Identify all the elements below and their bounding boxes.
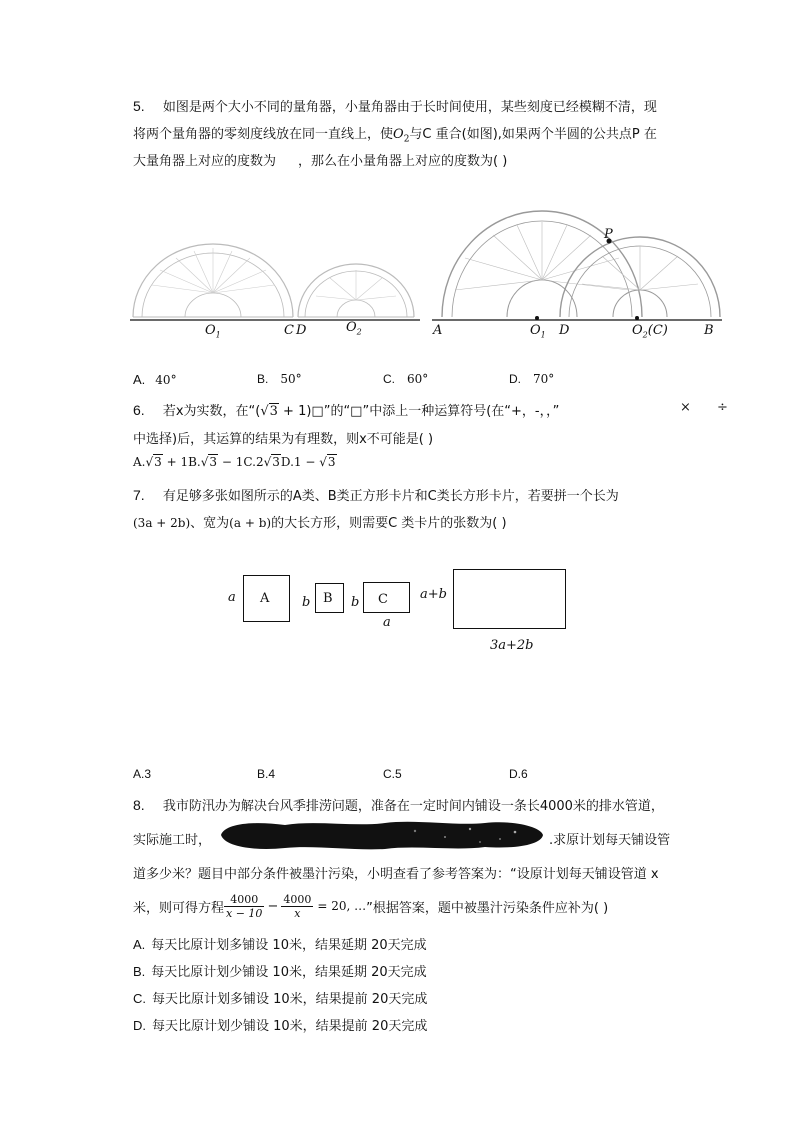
card-a-label: A [260, 591, 270, 606]
ink-stain [215, 817, 547, 853]
card-c-label: C [378, 592, 388, 607]
option-a[interactable]: A. 40° [133, 372, 177, 387]
option-d[interactable]: D. 70° [509, 372, 555, 386]
label-c-left: C [284, 323, 294, 338]
left-small-protractor [298, 264, 414, 317]
big-rect-bottom-label: 3a+2b [490, 638, 534, 653]
question-text-line: 米，则可得方程 $\frac{4000}{x - 10}$ − $\frac{4000}{x}$ = 20, … ”根据答案，题中被墨汁污染条件应补为( ) [133, 892, 609, 920]
option-b[interactable]: B. 每天比原计划少铺设 10米，结果延期 20天完成 [133, 964, 427, 980]
label-o2c: $O_2(C)$ [632, 323, 668, 340]
card-c-side-label: b [351, 595, 360, 610]
option-c[interactable]: C. 每天比原计划多铺设 10米，结果提前 20天完成 [133, 991, 428, 1007]
card-b-label: B [323, 591, 333, 606]
option-c[interactable]: C.5 [383, 767, 402, 781]
label-o1-left: $O_1$ [205, 323, 221, 340]
right-small-protractor [560, 237, 720, 317]
option-b[interactable]: B. 50° [257, 372, 302, 386]
question-number: 8. [133, 797, 145, 813]
question-text-line: 大量角器上对应的度数为 ，那么在小量角器上对应的度数为( ) [133, 154, 508, 169]
label-a: A [433, 323, 443, 338]
label-d-left: D [296, 323, 307, 338]
card-b-side-label: b [302, 595, 311, 610]
option-a[interactable]: A.3 [133, 767, 152, 781]
big-rect-side-label: a+b [420, 587, 447, 602]
card-a-side-label: a [228, 590, 236, 605]
option-d[interactable]: D.6 [509, 767, 528, 781]
question-text-line: 实际施工时， .求原计划每天铺设管 [133, 833, 671, 848]
label-p: P [604, 227, 613, 242]
question-number: 5. [133, 98, 145, 114]
option-a[interactable]: A. 每天比原计划多铺设 10米，结果延期 20天完成 [133, 937, 427, 953]
question-text-line: 有足够多张如图所示的A类、B类正方形卡片和C类长方形卡片，若要拼一个长为 [162, 489, 619, 504]
question-text-line: 中选择)后，其运算的结果为有理数，则x不可能是( ) [133, 432, 434, 447]
divide-symbol: ÷ [717, 400, 728, 415]
times-symbol: × [680, 400, 691, 415]
question-number: 7. [133, 487, 145, 503]
left-large-protractor [133, 244, 293, 317]
question-text-line: 若x为实数，在“(√3 + 1)□”的“□”中添上一种运算符号(在“+，-，，” [162, 404, 560, 419]
option-d[interactable]: D. 每天比原计划少铺设 10米，结果提前 20天完成 [133, 1018, 428, 1034]
question-text-line: 道多少米？题目中部分条件被墨汁污染，小明查看了参考答案为：“设原计划每天铺设管道 x [133, 867, 659, 882]
question-text-line: (3a + 2b)、宽为(a + b)的大长方形，则需要C 类卡片的张数为( ) [133, 516, 507, 531]
label-d-right: D [559, 323, 570, 338]
question-text-line: 我市防汛办为解决台风季排涝问题，准备在一定时间内铺设一条长4000米的排水管道， [162, 799, 664, 814]
question-text-line: 将两个量角器的零刻度线放在同一直线上，使$O_2$与C 重合(如图),如果两个半圆的公共点P 在 [133, 127, 657, 145]
option-c[interactable]: C. 60° [383, 372, 429, 386]
question-number: 6. [133, 402, 145, 418]
big-rectangle [453, 569, 566, 629]
label-o2-left: $O_2$ [346, 320, 362, 337]
option-b[interactable]: B.4 [257, 767, 276, 781]
label-b: B [704, 323, 714, 338]
label-o1-right: $O_1$ [530, 323, 546, 340]
question-text-line: 如图是两个大小不同的量角器，小量角器由于长时间使用，某些刻度已经模糊不清，现 [162, 100, 657, 115]
options-inline[interactable]: A.√3 + 1B.√3 − 1C.2√3D.1 − √3 [133, 455, 336, 469]
card-c-bottom-label: a [383, 615, 391, 630]
fraction-1: $\frac{4000}{x - 10}$ [226, 892, 263, 920]
fraction-2: $\frac{4000}{x}$ [283, 892, 312, 920]
